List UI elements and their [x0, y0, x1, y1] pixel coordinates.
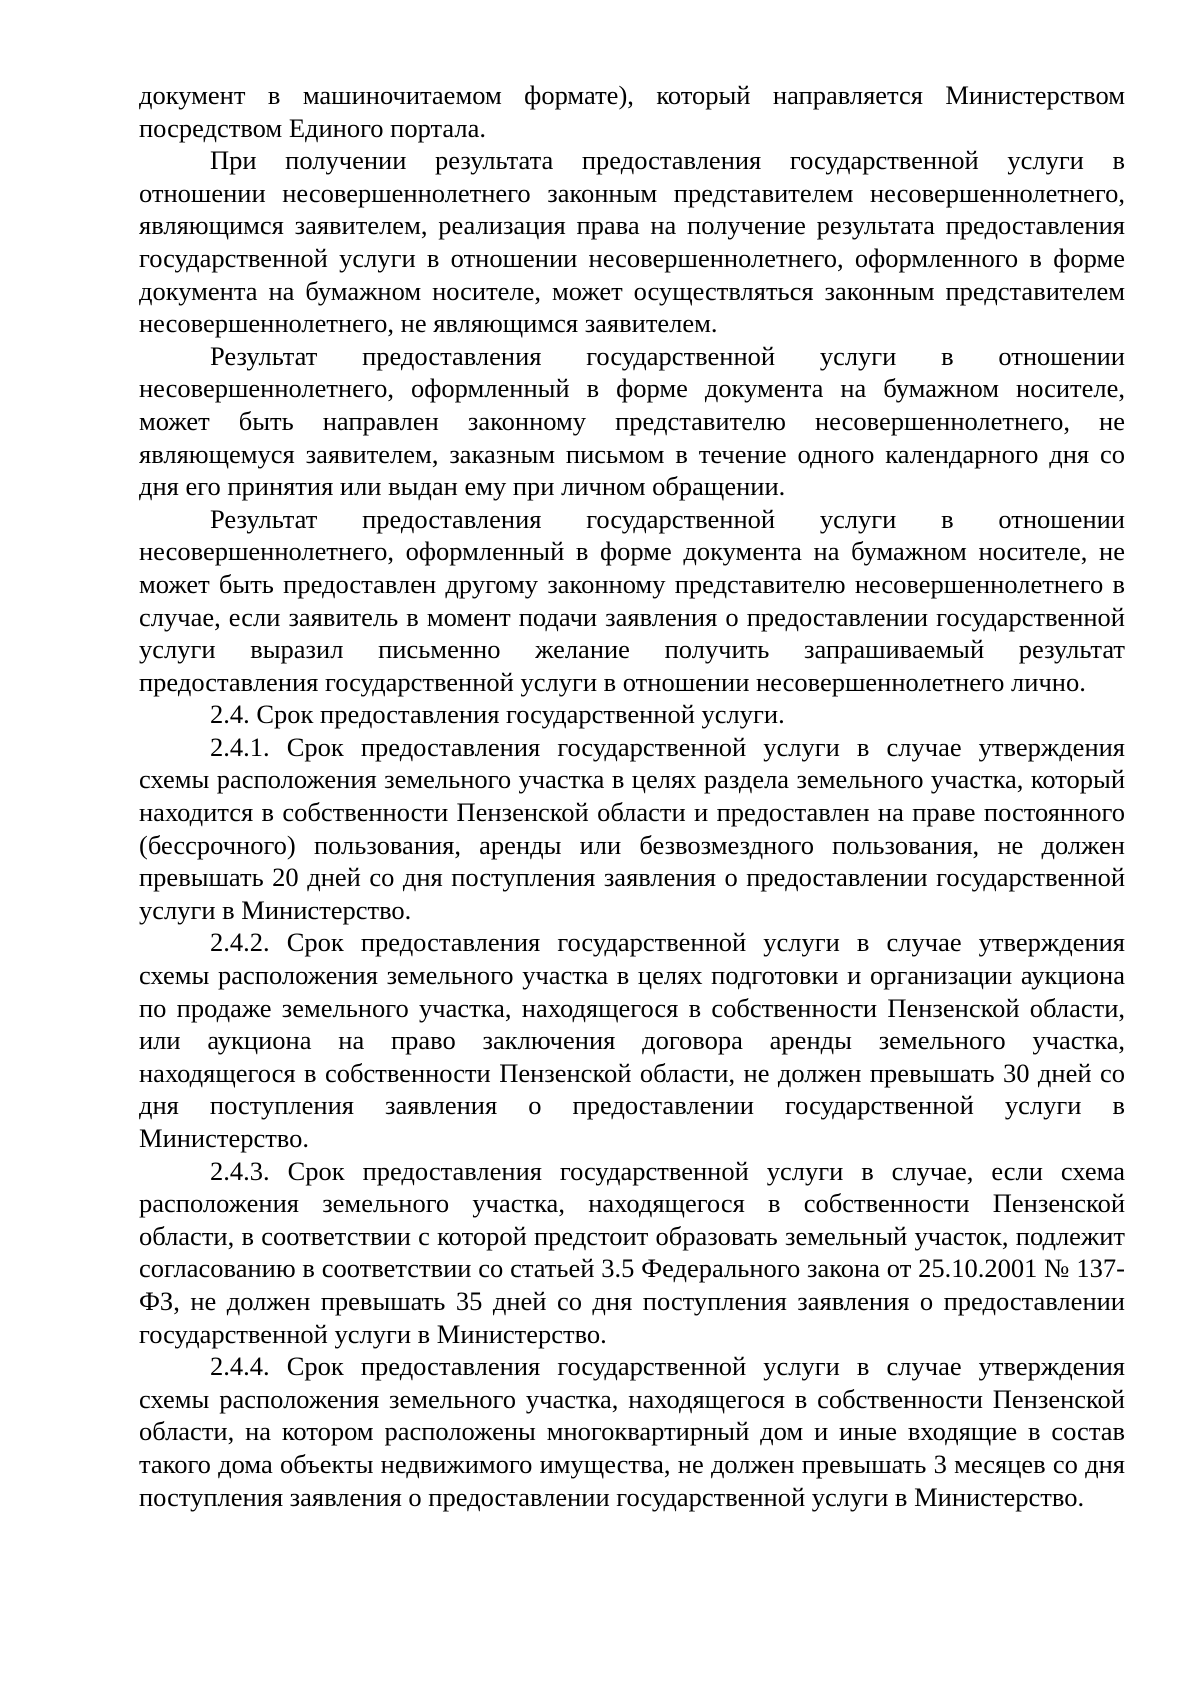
paragraph-legal-representative: При получении результата предоставления государственной услуги в отношении несовершеннолетнего законным представителем несовершеннолетнего, являющимся заявителем, реализация права на получение результата предоставления государственной услуги в отношении несовершеннолетнего, оформленного в форме документа на бумажном носителе, может осуществляться законным представителем несовершеннолетнего, не являющимся заявителем.: [139, 145, 1125, 339]
clause-2-4-4: 2.4.4. Срок предоставления государственной услуги в случае утверждения схемы расположения земельного участка, находящегося в собственности Пензенской области, на котором расположены многоквартирный дом и иные входящие в состав такого дома объекты недвижимого имущества, не должен превышать 3 месяцев со дня поступления заявления о предоставлении государственной услуги в Министерство.: [139, 1351, 1125, 1512]
paragraph-continuation: документ в машиночитаемом формате), который направляется Министерством посредством Единого портала.: [139, 80, 1125, 143]
clause-2-4-3: 2.4.3. Срок предоставления государственной услуги в случае, если схема расположения земельного участка, находящегося в собственности Пензенской области, в соответствии с которой предстоит образовать земельный участок, подлежит согласованию в соответствии со статьей 3.5 Федерального закона от 25.10.2001 № 137-ФЗ, не должен превышать 35 дней со дня поступления заявления о предоставлении государственной услуги в Министерство.: [139, 1155, 1125, 1349]
clause-2-4-1: 2.4.1. Срок предоставления государственной услуги в случае утверждения схемы расположения земельного участка в целях раздела земельного участка, который находится в собственности Пензенской области и предоставлен на праве постоянного (бессрочного) пользования, аренды или безвозмездного пользования, не должен превышать 20 дней со дня поступления заявления о предоставлении государственной услуги в Министерство.: [139, 731, 1125, 925]
clause-2-4-2: 2.4.2. Срок предоставления государственной услуги в случае утверждения схемы расположения земельного участка в целях подготовки и организации аукциона по продаже земельного участка, находящегося в собственности Пензенской области, или аукциона на право заключения договора аренды земельного участка, находящегося в собственности Пензенской области, не должен превышать 30 дней со дня поступления заявления о предоставлении государственной услуги в Министерство.: [139, 927, 1125, 1153]
document-body: [139, 79, 1125, 1513]
paragraph-result-restriction: Результат предоставления государственной услуги в отношении несовершеннолетнего, оформленный в форме документа на бумажном носителе, не может быть предоставлен другому законному представителю несовершеннолетнего в случае, если заявитель в момент подачи заявления о предоставлении государственной услуги выразил письменно желание получить запрашиваемый результат предоставления государственной услуги в отношении несовершеннолетнего лично.: [139, 503, 1125, 697]
section-heading-2-4: 2.4. Срок предоставления государственной услуги.: [210, 699, 785, 730]
paragraph-result-sent: Результат предоставления государственной услуги в отношении несовершеннолетнего, оформленный в форме документа на бумажном носителе, может быть направлен законному представителю несовершеннолетнего, не являющемуся заявителем, заказным письмом в течение одного календарного дня со дня его принятия или выдан ему при личном обращении.: [139, 340, 1125, 502]
